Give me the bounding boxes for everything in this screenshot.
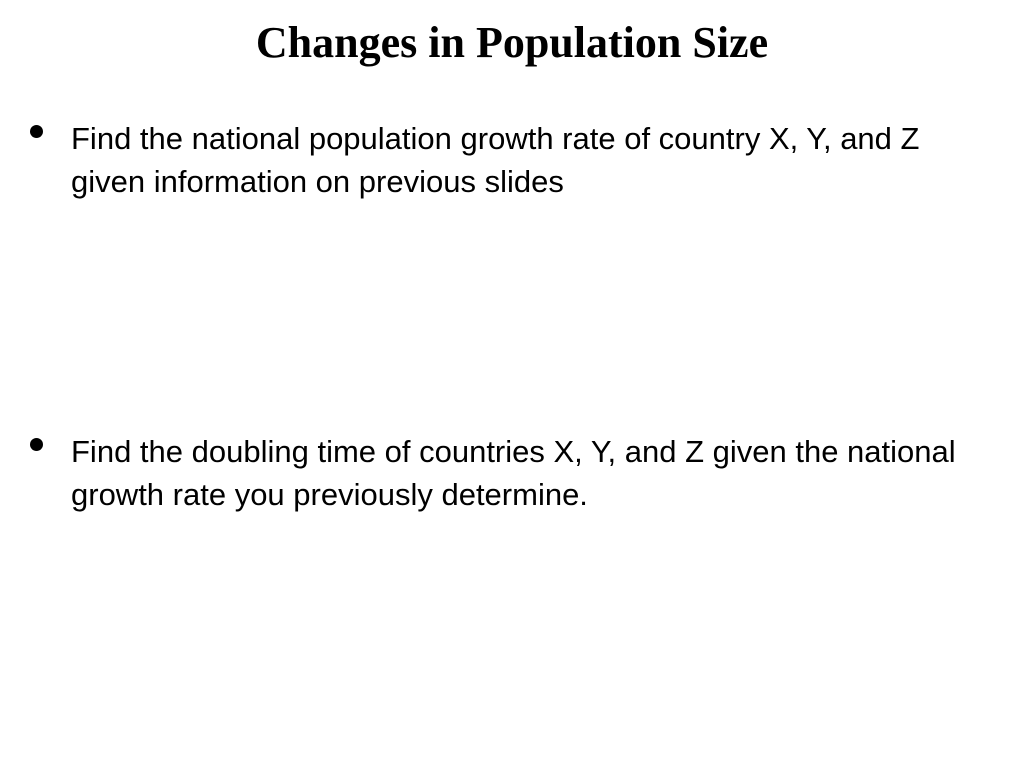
bullet-icon [30, 438, 43, 451]
bullet-text: Find the national population growth rate of country X, Y, and Z given information on previous slides [71, 121, 920, 199]
bullet-text: Find the doubling time of countries X, Y, and Z given the national growth rate you previously determine. [71, 434, 956, 512]
slide-title: Changes in Population Size [255, 18, 769, 67]
bullet-icon [30, 125, 43, 138]
